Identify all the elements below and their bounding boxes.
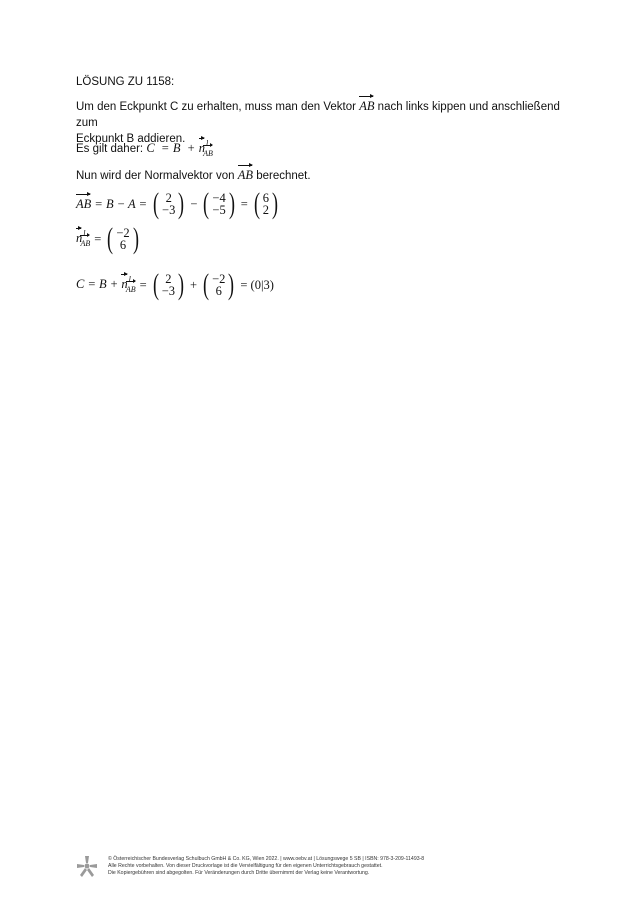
eq1-rest: = B − A = [94,197,148,211]
vector-ab: AB [359,99,375,113]
p2-prefix: Es gilt daher: [76,143,144,155]
p3-after: berechnet. [256,170,311,182]
column-vector: ( 6 2 ) [253,187,279,220]
footer-line-3: Die Kopiergebühren sind abgegolten. Für Veränderungen durch Dritte übernimmt der Verlag keine Verantwortung. [108,870,370,876]
equals-sign: = [240,197,248,211]
minus-sign: − [190,197,198,211]
equation-1 [76,187,280,220]
column-vector: ( −2 6 ) [107,222,139,255]
plus-sign: + [190,278,198,292]
p1-after: nach links kippen und anschließend zum [76,101,560,129]
equals-sign: = [161,141,169,155]
column-vector: ( 2 −3 ) [152,268,184,301]
equals-sign: = [94,232,102,246]
normal-vector: n [198,141,205,155]
p3-before: Nun wird der Normalvektor von [76,170,235,182]
var-c: C [146,141,155,155]
p1-before: Um den Eckpunkt C zu erhalten, muss man den Vektor [76,101,356,113]
vector-ab: AB [237,168,253,182]
paragraph-3 [76,167,311,184]
plus-sign: + [187,141,195,155]
subscript-ab: AB [203,146,213,162]
solution-heading: LÖSUNG ZU 1158: [76,76,175,88]
footer [108,856,424,877]
normal-vector: n [121,277,128,291]
column-vector: ( 2 −3 ) [153,187,185,220]
var-b: B [172,141,181,155]
p1-line2: Eckpunkt B addieren. [76,133,186,145]
result: = (0|3) [240,278,274,292]
oebv-logo-icon [76,855,98,877]
paragraph-2 [76,140,213,158]
column-vector: ( −2 6 ) [203,268,235,301]
var-c: C [76,277,85,291]
normal-vector: n [76,231,83,245]
vector-ab: AB [76,197,92,211]
equals-sign: = [139,278,147,292]
equation-3: $C = B + n^l_{AB}$ = ( 2 −3 ) + ( −2 6 ) = (0|3) [76,268,274,301]
equation-2: $n^l_{AB}$ = ( −2 6 ) [76,222,139,255]
column-vector: ( −4 −5 ) [203,187,235,220]
superscript-l: l [205,139,209,148]
footer-line-1: © Österreichischer Bundesverlag Schulbuch GmbH & Co. KG, Wien 2022. | www.oebv.at | Lösungswege 5 SB | ISBN: 978-3-209-11493-8 [108,856,425,862]
footer-line-2: Alle Rechte vorbehalten. Von dieser Druckvorlage ist die Vervielfältigung für den eigenen Unterrichtsgebrauch gestattet. [108,863,383,869]
